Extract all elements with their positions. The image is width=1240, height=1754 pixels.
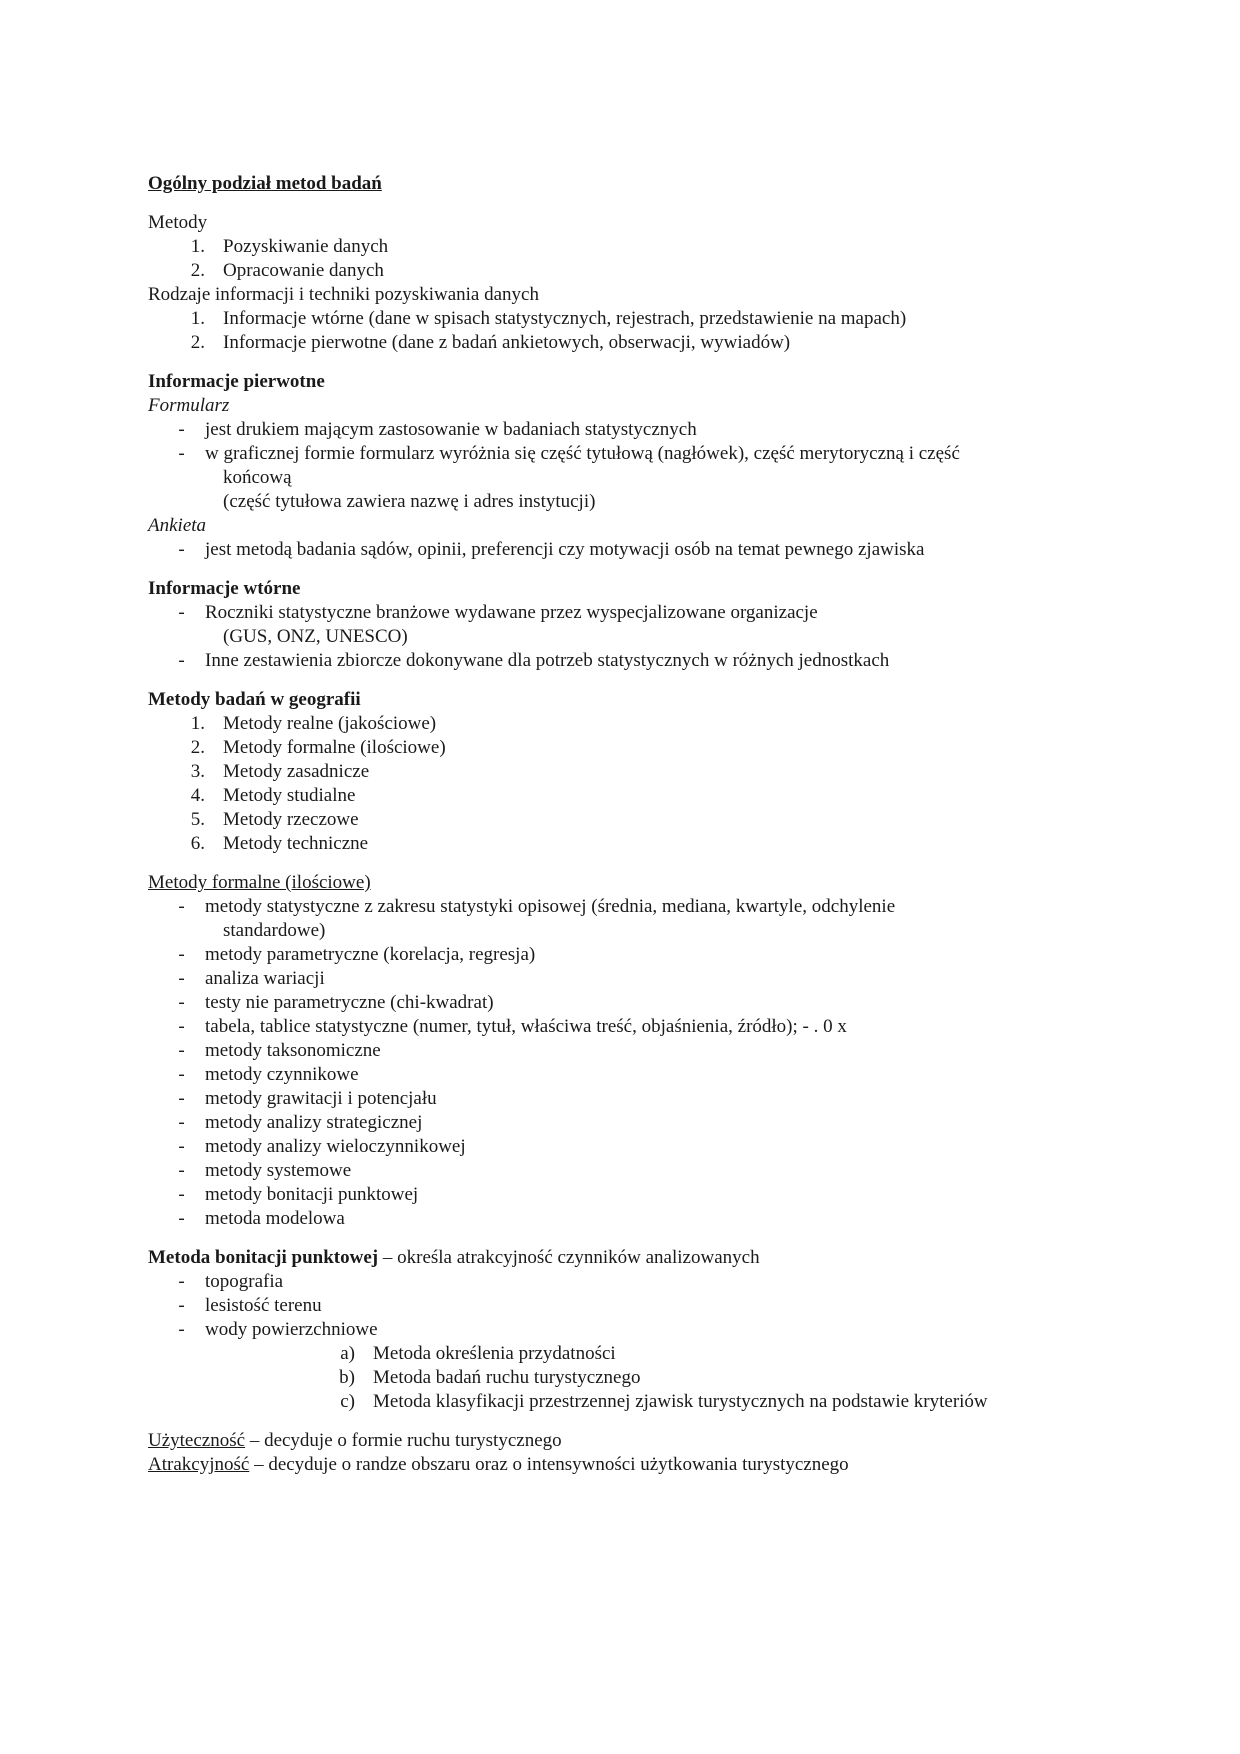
list-text: metody taksonomiczne <box>205 1040 381 1061</box>
list-text: Metody techniczne <box>223 833 369 854</box>
list-number: 1. <box>190 713 205 734</box>
list-text: Metody rzeczowe <box>223 809 359 830</box>
list-text: Informacje pierwotne (dane z badań ankietowych, obserwacji, wywiadów) <box>223 332 791 353</box>
list-letter: c) <box>340 1391 355 1412</box>
list-item <box>148 712 1088 736</box>
list-item: - metody analizy strategicznej <box>148 1111 1088 1135</box>
list-number: 5. <box>190 809 205 830</box>
list-text: metody parametryczne (korelacja, regresja) <box>205 944 536 965</box>
list-text: lesistość terenu <box>205 1295 322 1316</box>
primary-heading: Informacje pierwotne <box>148 371 325 392</box>
list-item: - testy nie parametryczne (chi-kwadrat) <box>148 991 1088 1015</box>
list-number: 2. <box>190 260 205 281</box>
list-text: testy nie parametryczne (chi-kwadrat) <box>205 992 494 1013</box>
list-item <box>148 808 1088 832</box>
bonitation-heading: Metoda bonitacji punktowej <box>148 1247 379 1268</box>
list-text: analiza wariacji <box>205 968 325 989</box>
form-note: (część tytułowa zawiera nazwę i adres instytucji) <box>223 491 596 512</box>
list-item: - Roczniki statystyczne branżowe wydawane przez wyspecjalizowane organizacje <box>148 601 1088 625</box>
list-text: jest metodą badania sądów, opinii, preferencji czy motywacji osób na temat pewnego zjawiska <box>205 539 925 560</box>
list-text: metody statystyczne z zakresu statystyki opisowej (średnia, mediana, kwartyle, odchylenie <box>205 896 896 917</box>
list-text: Metody formalne (ilościowe) <box>223 737 446 758</box>
list-number: 3. <box>190 761 205 782</box>
list-item: - metody parametryczne (korelacja, regresja) <box>148 943 1088 967</box>
list-text: jest drukiem mającym zastosowanie w badaniach statystycznych <box>205 419 697 440</box>
list-item <box>148 1342 1088 1366</box>
list-item: - wody powierzchniowe <box>148 1318 1088 1342</box>
list-text: Informacje wtórne (dane w spisach statystycznych, rejestrach, przedstawienie na mapach) <box>223 308 907 329</box>
list-text: Pozyskiwanie danych <box>223 236 389 257</box>
list-text: tabela, tablice statystyczne (numer, tytuł, właściwa treść, objaśnienia, źródło); - . 0 x <box>205 1016 847 1037</box>
list-number: 2. <box>190 737 205 758</box>
list-item <box>148 1390 1088 1414</box>
list-item <box>148 760 1088 784</box>
list-text: metody analizy wieloczynnikowej <box>205 1136 466 1157</box>
list-text: Metoda klasyfikacji przestrzennej zjawisk turystycznych na podstawie kryteriów <box>373 1391 988 1412</box>
list-item: - jest metodą badania sądów, opinii, preferencji czy motywacji osób na temat pewnego zjawiska <box>148 538 1088 562</box>
definition-term: Użyteczność <box>148 1430 246 1451</box>
list-number: 6. <box>190 833 205 854</box>
bonitation-heading-line <box>148 1246 1088 1270</box>
list-item: - topografia <box>148 1270 1088 1294</box>
list-item: - Inne zestawienia zbiorcze dokonywane dla potrzeb statystycznych w różnych jednostkach <box>148 649 1088 673</box>
methods-label: Metody <box>148 212 208 233</box>
list-item: - metody statystyczne z zakresu statystyki opisowej (średnia, mediana, kwartyle, odchylenie <box>148 895 1088 919</box>
list-letter: b) <box>339 1367 355 1388</box>
list-text: metody analizy strategicznej <box>205 1112 423 1133</box>
list-number: 4. <box>190 785 205 806</box>
list-item: - w graficznej formie formularz wyróżnia się część tytułową (nagłówek), część merytoryczną i część <box>148 442 1088 466</box>
info-types-label: Rodzaje informacji i techniki pozyskiwania danych <box>148 284 539 305</box>
list-item <box>148 832 1088 856</box>
bonitation-description: – określa atrakcyjność czynników analizowanych <box>378 1247 760 1268</box>
form-label: Formularz <box>148 395 230 416</box>
list-item: - metody grawitacji i potencjału <box>148 1087 1088 1111</box>
list-text: Metody zasadnicze <box>223 761 370 782</box>
list-text: topografia <box>205 1271 284 1292</box>
list-item: - tabela, tablice statystyczne (numer, tytuł, właściwa treść, objaśnienia, źródło); - . 0 x <box>148 1015 1088 1039</box>
list-item <box>148 1366 1088 1390</box>
list-item <box>148 736 1088 760</box>
definition-line <box>148 1453 1088 1477</box>
list-letter: a) <box>340 1343 355 1364</box>
list-text: metody bonitacji punktowej <box>205 1184 419 1205</box>
list-item <box>148 259 1088 283</box>
document-title: Ogólny podział metod badań <box>148 173 382 194</box>
list-item <box>148 307 1088 331</box>
list-text: metody systemowe <box>205 1160 352 1181</box>
list-item: - metody bonitacji punktowej <box>148 1183 1088 1207</box>
list-text: Metody studialne <box>223 785 356 806</box>
formal-methods-heading: Metody formalne (ilościowe) <box>148 872 371 893</box>
list-item: - metoda modelowa <box>148 1207 1088 1231</box>
definition-line <box>148 1429 1088 1453</box>
list-text: metody czynnikowe <box>205 1064 359 1085</box>
list-text: Metody realne (jakościowe) <box>223 713 437 734</box>
list-item: - metody analizy wieloczynnikowej <box>148 1135 1088 1159</box>
definition-text: – decyduje o randze obszaru oraz o intensywności użytkowania turystycznego <box>249 1454 849 1475</box>
secondary-heading: Informacje wtórne <box>148 578 301 599</box>
definition-text: – decyduje o formie ruchu turystycznego <box>245 1430 562 1451</box>
list-number: 1. <box>190 236 205 257</box>
survey-label: Ankieta <box>148 515 207 536</box>
document-content <box>148 172 1088 1477</box>
list-text-continuation: (GUS, ONZ, UNESCO) <box>223 626 408 647</box>
definition-term: Atrakcyjność <box>148 1454 250 1475</box>
list-number: 1. <box>190 308 205 329</box>
list-item <box>148 784 1088 808</box>
geo-methods-heading: Metody badań w geografii <box>148 689 361 710</box>
list-item: - metody taksonomiczne <box>148 1039 1088 1063</box>
list-item: - jest drukiem mającym zastosowanie w badaniach statystycznych <box>148 418 1088 442</box>
list-text-continuation: końcową <box>223 467 292 488</box>
list-text: Opracowanie danych <box>223 260 384 281</box>
list-text: Inne zestawienia zbiorcze dokonywane dla potrzeb statystycznych w różnych jednostkach <box>205 650 890 671</box>
list-text-continuation: standardowe) <box>223 920 326 941</box>
list-text: Roczniki statystyczne branżowe wydawane przez wyspecjalizowane organizacje <box>205 602 818 623</box>
list-text: Metoda określenia przydatności <box>373 1343 616 1364</box>
list-item: - metody systemowe <box>148 1159 1088 1183</box>
list-text: Metoda badań ruchu turystycznego <box>373 1367 641 1388</box>
list-number: 2. <box>190 332 205 353</box>
list-item: - analiza wariacji <box>148 967 1088 991</box>
list-item <box>148 235 1088 259</box>
list-item <box>148 331 1088 355</box>
list-text: metoda modelowa <box>205 1208 345 1229</box>
list-item: - metody czynnikowe <box>148 1063 1088 1087</box>
list-item: - lesistość terenu <box>148 1294 1088 1318</box>
list-text: metody grawitacji i potencjału <box>205 1088 437 1109</box>
list-text: wody powierzchniowe <box>205 1319 378 1340</box>
list-text: w graficznej formie formularz wyróżnia się część tytułową (nagłówek), część merytoryczną i część <box>205 443 960 464</box>
